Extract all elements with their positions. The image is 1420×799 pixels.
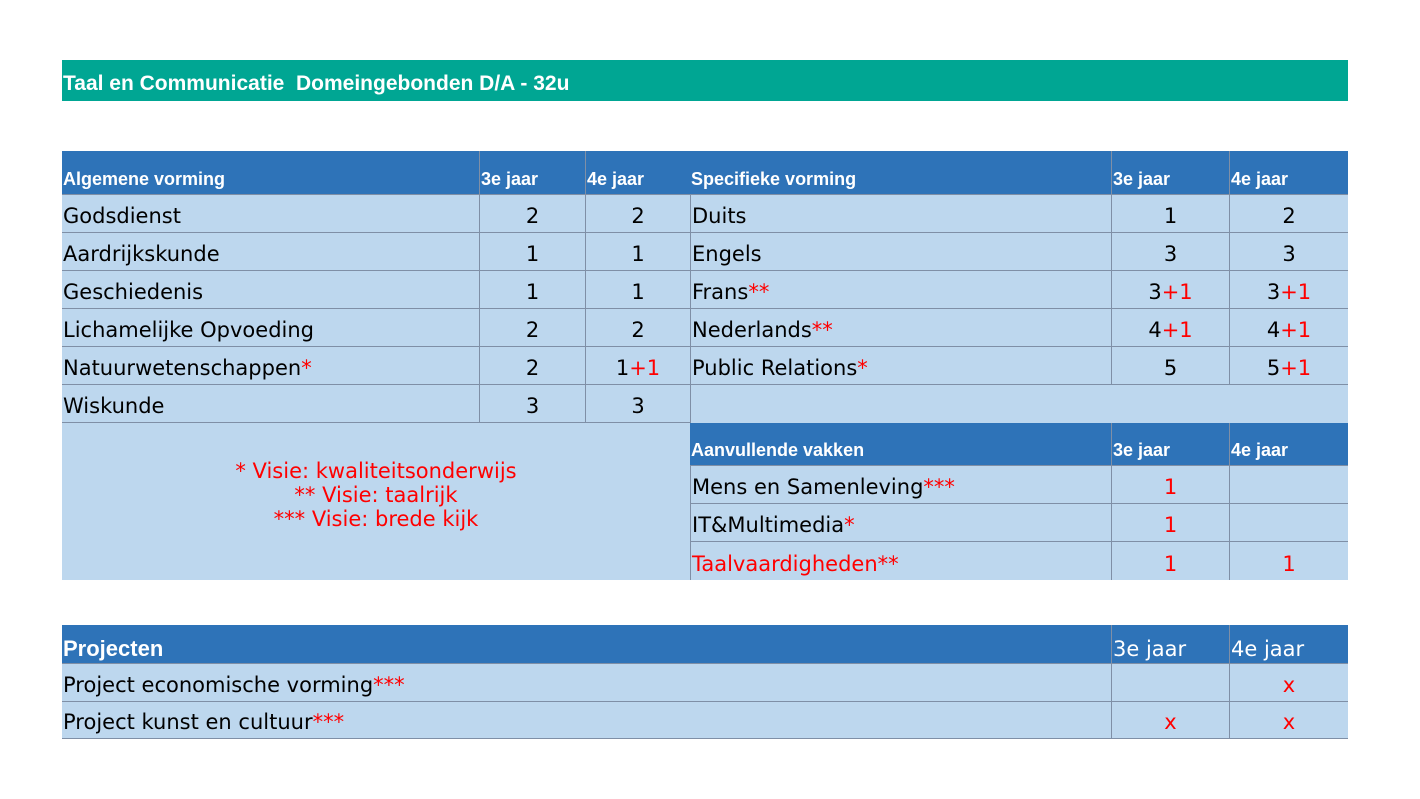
hours-y3: 5 bbox=[1111, 346, 1229, 384]
table-row bbox=[62, 308, 690, 346]
vision-mark: ** bbox=[748, 280, 770, 304]
hours-y4: 2 bbox=[585, 194, 690, 232]
table-row bbox=[690, 503, 1348, 541]
table-row bbox=[690, 270, 1348, 308]
subject-name: Taalvaardigheden** bbox=[690, 541, 1111, 580]
subject-label: Frans bbox=[692, 280, 749, 304]
vision-mark: ** bbox=[811, 318, 833, 342]
table-row bbox=[62, 346, 690, 384]
hours-extra: +1 bbox=[629, 356, 661, 380]
projecten-table bbox=[62, 625, 1348, 739]
hours-y4: 3 bbox=[585, 384, 690, 422]
project-y3 bbox=[1111, 663, 1229, 701]
project-y3: x bbox=[1111, 701, 1229, 739]
hours-y3 bbox=[1111, 270, 1229, 308]
subject-name bbox=[690, 503, 1111, 541]
table-row bbox=[62, 270, 690, 308]
hours-base: 1 bbox=[615, 356, 630, 380]
page-banner: Taal en Communicatie Domeingebonden D/A - 32u bbox=[62, 60, 1348, 101]
table-row bbox=[690, 465, 1348, 503]
subject-name: Wiskunde bbox=[62, 384, 479, 422]
subject-label: Nederlands bbox=[692, 318, 812, 342]
projecten-header-y4: 4e jaar bbox=[1229, 625, 1348, 663]
algemene-header-label: Algemene vorming bbox=[62, 151, 479, 194]
hours-y4: 3 bbox=[1229, 232, 1348, 270]
hours-y3: 3 bbox=[1111, 232, 1229, 270]
vision-mark: * bbox=[844, 513, 855, 537]
subject-label: Natuurwetenschappen bbox=[63, 356, 302, 380]
hours-y4: 1 bbox=[585, 270, 690, 308]
hours-y4 bbox=[1229, 503, 1348, 541]
project-label: Project economische vorming bbox=[63, 673, 374, 697]
table-row bbox=[62, 663, 1348, 701]
hours-y3 bbox=[1111, 308, 1229, 346]
table-row bbox=[690, 346, 1348, 384]
subject-name: Engels bbox=[690, 232, 1111, 270]
table-row bbox=[62, 194, 690, 232]
hours-extra: +1 bbox=[1280, 318, 1312, 342]
subject-name: Geschiedenis bbox=[62, 270, 479, 308]
hours-extra: +1 bbox=[1280, 356, 1312, 380]
hours-y4 bbox=[585, 346, 690, 384]
empty-cell bbox=[690, 384, 1348, 423]
legend-line: ** Visie: taalrijk bbox=[294, 483, 458, 507]
subject-name bbox=[690, 465, 1111, 503]
aanvullende-header-y3: 3e jaar bbox=[1111, 423, 1229, 465]
hours-y3: 1 bbox=[1111, 465, 1229, 503]
hours-y4 bbox=[1229, 346, 1348, 384]
aanvullende-header-row bbox=[690, 423, 1348, 465]
subject-name: Duits bbox=[690, 194, 1111, 232]
legend-line: *** Visie: brede kijk bbox=[273, 507, 479, 531]
table-row bbox=[690, 541, 1348, 580]
hours-y3: 2 bbox=[479, 346, 585, 384]
projecten-header-y3: 3e jaar bbox=[1111, 625, 1229, 663]
hours-y3: 1 bbox=[1111, 503, 1229, 541]
legend-box bbox=[62, 422, 690, 580]
vision-mark: * bbox=[301, 356, 312, 380]
hours-y3: 3 bbox=[479, 384, 585, 422]
hours-y4 bbox=[1229, 308, 1348, 346]
projecten-header-label: Projecten bbox=[62, 625, 1111, 663]
specifieke-header-row bbox=[690, 151, 1348, 194]
hours-y3: 1 bbox=[1111, 541, 1229, 580]
algemene-header-y3: 3e jaar bbox=[479, 151, 585, 194]
specifieke-header-label: Specifieke vorming bbox=[690, 151, 1111, 194]
hours-base: 5 bbox=[1266, 356, 1281, 380]
project-y4: x bbox=[1229, 701, 1348, 739]
project-name bbox=[62, 663, 1111, 701]
subject-name: Lichamelijke Opvoeding bbox=[62, 308, 479, 346]
hours-y3: 1 bbox=[479, 232, 585, 270]
hours-base: 3 bbox=[1148, 280, 1162, 304]
subject-name bbox=[690, 308, 1111, 346]
specifieke-header-y3: 3e jaar bbox=[1111, 151, 1229, 194]
table-row bbox=[690, 194, 1348, 232]
hours-base: 4 bbox=[1266, 318, 1281, 342]
legend-line: * Visie: kwaliteitsonderwijs bbox=[235, 459, 517, 483]
table-row bbox=[62, 384, 690, 422]
hours-y3: 2 bbox=[479, 194, 585, 232]
hours-y4 bbox=[1229, 270, 1348, 308]
hours-y4: 2 bbox=[1229, 194, 1348, 232]
algemene-header-y4: 4e jaar bbox=[585, 151, 690, 194]
hours-y3: 1 bbox=[1111, 194, 1229, 232]
hours-base: 3 bbox=[1266, 280, 1281, 304]
specifieke-vorming-table bbox=[690, 151, 1348, 423]
subject-name: Godsdienst bbox=[62, 194, 479, 232]
subject-name bbox=[690, 346, 1111, 384]
hours-y4: 2 bbox=[585, 308, 690, 346]
vision-mark: *** bbox=[923, 475, 955, 499]
table-row bbox=[690, 308, 1348, 346]
project-label: Project kunst en cultuur bbox=[63, 710, 313, 734]
hours-extra: +1 bbox=[1161, 318, 1193, 342]
project-name bbox=[62, 701, 1111, 739]
subject-label: Mens en Samenleving bbox=[692, 475, 924, 499]
hours-y3: 2 bbox=[479, 308, 585, 346]
hours-y4: 1 bbox=[1229, 541, 1348, 580]
hours-extra: +1 bbox=[1280, 280, 1312, 304]
vision-mark: * bbox=[857, 356, 868, 380]
hours-y4: 1 bbox=[585, 232, 690, 270]
subject-name: Aardrijkskunde bbox=[62, 232, 479, 270]
hours-base: 4 bbox=[1148, 318, 1162, 342]
vision-mark: *** bbox=[373, 673, 405, 697]
specifieke-header-y4: 4e jaar bbox=[1229, 151, 1348, 194]
algemene-header-row bbox=[62, 151, 690, 194]
vision-mark: *** bbox=[312, 710, 345, 734]
aanvullende-vakken-table bbox=[690, 423, 1348, 580]
hours-extra: +1 bbox=[1161, 280, 1193, 304]
subject-name bbox=[62, 346, 479, 384]
table-row-empty bbox=[690, 384, 1348, 423]
table-row bbox=[62, 232, 690, 270]
projecten-header-row bbox=[62, 625, 1348, 663]
aanvullende-header-y4: 4e jaar bbox=[1229, 423, 1348, 465]
subject-name bbox=[690, 270, 1111, 308]
subject-label: IT&Multimedia bbox=[692, 513, 845, 537]
hours-y3: 1 bbox=[479, 270, 585, 308]
table-row bbox=[62, 701, 1348, 739]
table-row bbox=[690, 232, 1348, 270]
aanvullende-header-label: Aanvullende vakken bbox=[690, 423, 1111, 465]
project-y4: x bbox=[1229, 663, 1348, 701]
hours-y4 bbox=[1229, 465, 1348, 503]
subject-label: Public Relations bbox=[692, 356, 858, 380]
algemene-vorming-table bbox=[62, 151, 690, 580]
